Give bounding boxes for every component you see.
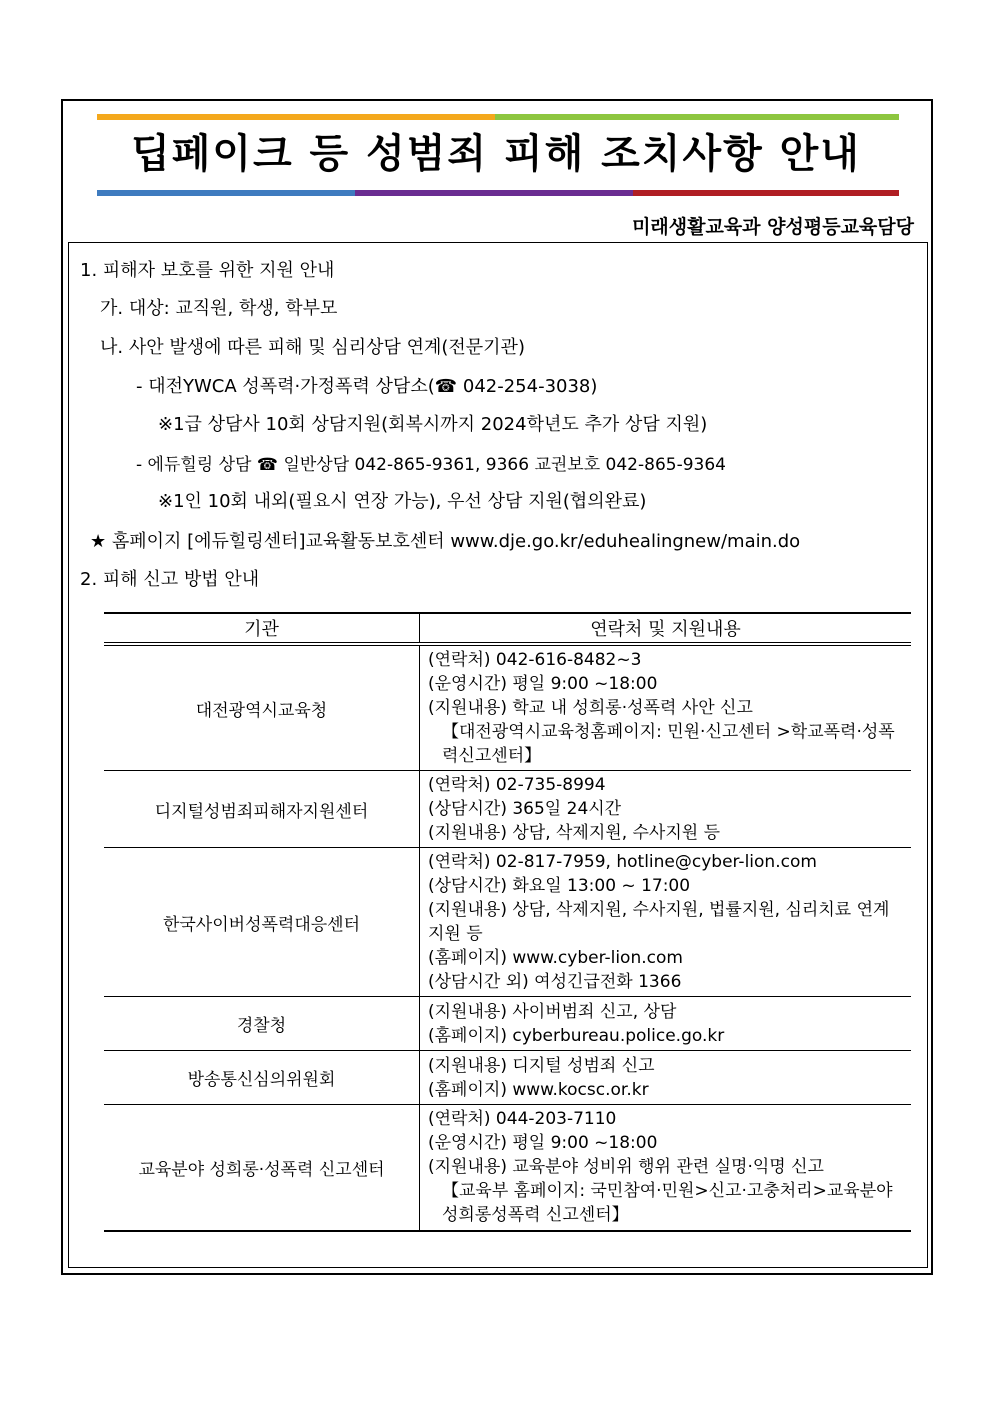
detail-line: (지원내용) 교육분야 성비위 행위 관련 실명·익명 신고 <box>428 1157 824 1178</box>
detail-line: (홈페이지) www.cyber-lion.com <box>428 948 683 968</box>
bottom-bar-blue <box>97 190 355 196</box>
detail-line: (지원내용) 디지털 성범죄 신고 <box>428 1055 655 1076</box>
detail-line: (상담시간) 365일 24시간 <box>428 799 622 819</box>
detail-line: (운영시간) 평일 9:00 ~18:00 <box>428 674 658 694</box>
detail-line: (연락처) 044-203-7110 <box>428 1109 617 1130</box>
detail-line: (상담시간 외) 여성긴급전화 1366 <box>428 972 682 992</box>
table-row <box>104 1105 911 1231</box>
contact-details <box>420 1051 912 1105</box>
ywca-line: - 대전YWCA 성폭력·가정폭력 상담소(☎ 042-254-3038) <box>136 376 598 397</box>
table-row <box>104 644 911 771</box>
contact-details <box>420 848 912 997</box>
detail-line: (지원내용) 상담, 삭제지원, 수사지원, 법률지원, 심리치료 연계지원 등 <box>428 900 890 944</box>
contact-details <box>420 771 912 848</box>
table-row <box>104 1051 911 1105</box>
detail-line: (연락처) 02-735-8994 <box>428 775 606 795</box>
eduhealing-line: - 에듀힐링 상담 ☎ 일반상담 042-865-9361, 9366 교권보호 042-865-9364 <box>136 455 726 475</box>
homepage-link[interactable]: ★ 홈페이지 [에듀힐링센터]교육활동보호센터 www.dje.go.kr/eduhealingnew/main.do <box>90 531 801 552</box>
ywca-note: ※1급 상담사 10회 상담지원(회복시까지 2024학년도 추가 상담 지원) <box>158 414 708 435</box>
target-item: 가. 대상: 교직원, 학생, 학부모 <box>100 298 338 319</box>
org-name: 방송통신심의위원회 <box>104 1051 420 1105</box>
detail-line: 【대전광역시교육청홈페이지: 민원·신고센터 >학교폭력·성폭력신고센터】 <box>442 722 895 766</box>
section2-heading: 2. 피해 신고 방법 안내 <box>80 569 260 590</box>
counseling-item: 나. 사안 발생에 따른 피해 및 심리상담 연계(전문기관) <box>100 337 525 358</box>
detail-line: 【교육부 홈페이지: 국민참여·민원>신고·고충처리>교육분야 성희롱성폭력 신고센터】 <box>442 1181 893 1226</box>
detail-line: (연락처) 042-616-8482~3 <box>428 650 642 670</box>
page-title: 딥페이크 등 성범죄 피해 조치사항 안내 <box>131 131 861 177</box>
contact-details <box>420 1105 912 1231</box>
detail-line: (상담시간) 화요일 13:00 ~ 17:00 <box>428 876 691 896</box>
org-name: 한국사이버성폭력대응센터 <box>104 848 420 997</box>
detail-line: (홈페이지) www.kocsc.or.kr <box>428 1079 649 1100</box>
detail-line: (운영시간) 평일 9:00 ~18:00 <box>428 1133 658 1154</box>
detail-line: (지원내용) 상담, 삭제지원, 수사지원 등 <box>428 823 721 843</box>
eduhealing-note: ※1인 10회 내외(필요시 연장 가능), 우선 상담 지원(협의완료) <box>158 491 647 512</box>
table-header-row <box>104 613 911 644</box>
org-name: 경찰청 <box>104 997 420 1051</box>
org-name: 대전광역시교육청 <box>104 644 420 771</box>
org-name: 디지털성범죄피해자지원센터 <box>104 771 420 848</box>
bottom-bar-red <box>633 190 899 196</box>
table-row <box>104 848 911 997</box>
detail-line: (지원내용) 사이버범죄 신고, 상담 <box>428 1001 677 1022</box>
column-header-org: 기관 <box>104 613 420 644</box>
table-row <box>104 997 911 1051</box>
column-header-contact: 연락처 및 지원내용 <box>420 613 912 644</box>
detail-line: (연락처) 02-817-7959, hotline@cyber-lion.com <box>428 852 817 872</box>
top-bar-green <box>495 114 899 120</box>
org-name: 교육분야 성희롱·성폭력 신고센터 <box>104 1105 420 1231</box>
bottom-bar-purple <box>355 190 633 196</box>
detail-line: (지원내용) 학교 내 성희롱·성폭력 사안 신고 <box>428 698 753 718</box>
contact-details <box>420 997 912 1051</box>
top-bar-orange <box>97 114 495 120</box>
contact-details <box>420 644 912 771</box>
table-row <box>104 771 911 848</box>
department-label: 미래생활교육과 양성평등교육담당 <box>632 216 914 238</box>
section1-heading: 1. 피해자 보호를 위한 지원 안내 <box>80 260 335 281</box>
detail-line: (홈페이지) cyberbureau.police.go.kr <box>428 1025 725 1046</box>
report-table <box>104 612 911 1232</box>
